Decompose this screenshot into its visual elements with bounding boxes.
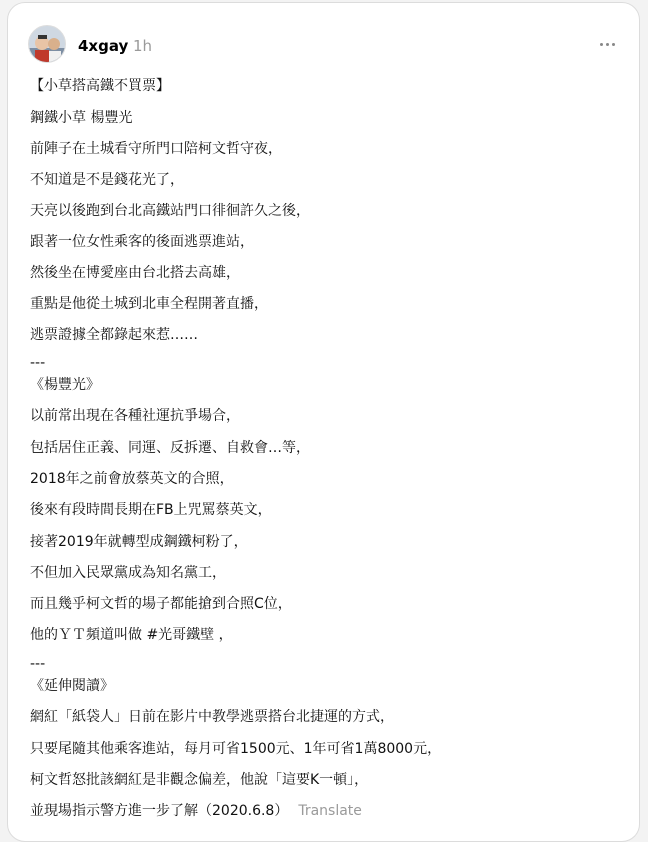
post-line: 前陣子在土城看守所門口陪柯文哲守夜， [30, 141, 282, 157]
post-card [7, 2, 640, 842]
post-header [28, 25, 618, 67]
avatar-image [29, 26, 66, 63]
post-line: 柯文哲怒批該網紅是非觀念偏差，他說「這要K一頓」， [30, 772, 369, 788]
translate-link[interactable]: Translate [298, 803, 362, 819]
post-line: 跟著一位女性乘客的後面逃票進站， [30, 234, 254, 250]
post-time[interactable]: 1h [133, 37, 153, 55]
avatar[interactable] [28, 25, 66, 63]
post-line: 接著2019年就轉型成鋼鐵柯粉了， [30, 534, 248, 550]
post-line: 只要尾隨其他乘客進站，每月可省1500元、1年可省1萬8000元， [30, 741, 442, 757]
username[interactable]: 4xgay [78, 37, 129, 55]
post-line: 後來有段時間長期在FB上咒罵蔡英文， [30, 502, 272, 518]
post-line: 不知道是不是錢花光了， [30, 172, 184, 188]
post-line-last [30, 802, 362, 820]
post-line: 以前常出現在各種社運抗爭場合， [30, 408, 240, 424]
separator: --- [30, 656, 46, 672]
post-line: 2018年之前會放蔡英文的合照， [30, 471, 234, 487]
post-line: 包括居住正義、同運、反拆遷、自救會…等， [30, 440, 310, 456]
post-line: 重點是他從土城到北車全程開著直播， [30, 296, 268, 312]
post-line: 鋼鐵小草 楊豐光 [30, 110, 133, 126]
post-line: 而且幾乎柯文哲的場子都能搶到合照C位， [30, 596, 292, 612]
post-line: 《延伸閱讀》 [30, 678, 114, 694]
post-line: 網紅「紙袋人」日前在影片中教學逃票搭台北捷運的方式， [30, 709, 394, 725]
post-line: 【小草搭高鐵不買票】 [30, 78, 170, 94]
separator: --- [30, 355, 46, 371]
post-line: 逃票證據全都錄起來惹…… [30, 327, 198, 343]
post-line: 他的ＹＴ頻道叫做 #光哥鐵壁 ， [30, 627, 233, 643]
post-line-text: 並現場指示警方進一步了解（2020.6.8） [30, 803, 289, 819]
more-icon[interactable] [598, 34, 618, 54]
post-line: 不但加入民眾黨成為知名黨工， [30, 565, 226, 581]
post-line: 然後坐在博愛座由台北搭去高雄， [30, 265, 240, 281]
post-line: 《楊豐光》 [30, 377, 100, 393]
post-line: 天亮以後跑到台北高鐵站門口徘徊許久之後， [30, 203, 310, 219]
